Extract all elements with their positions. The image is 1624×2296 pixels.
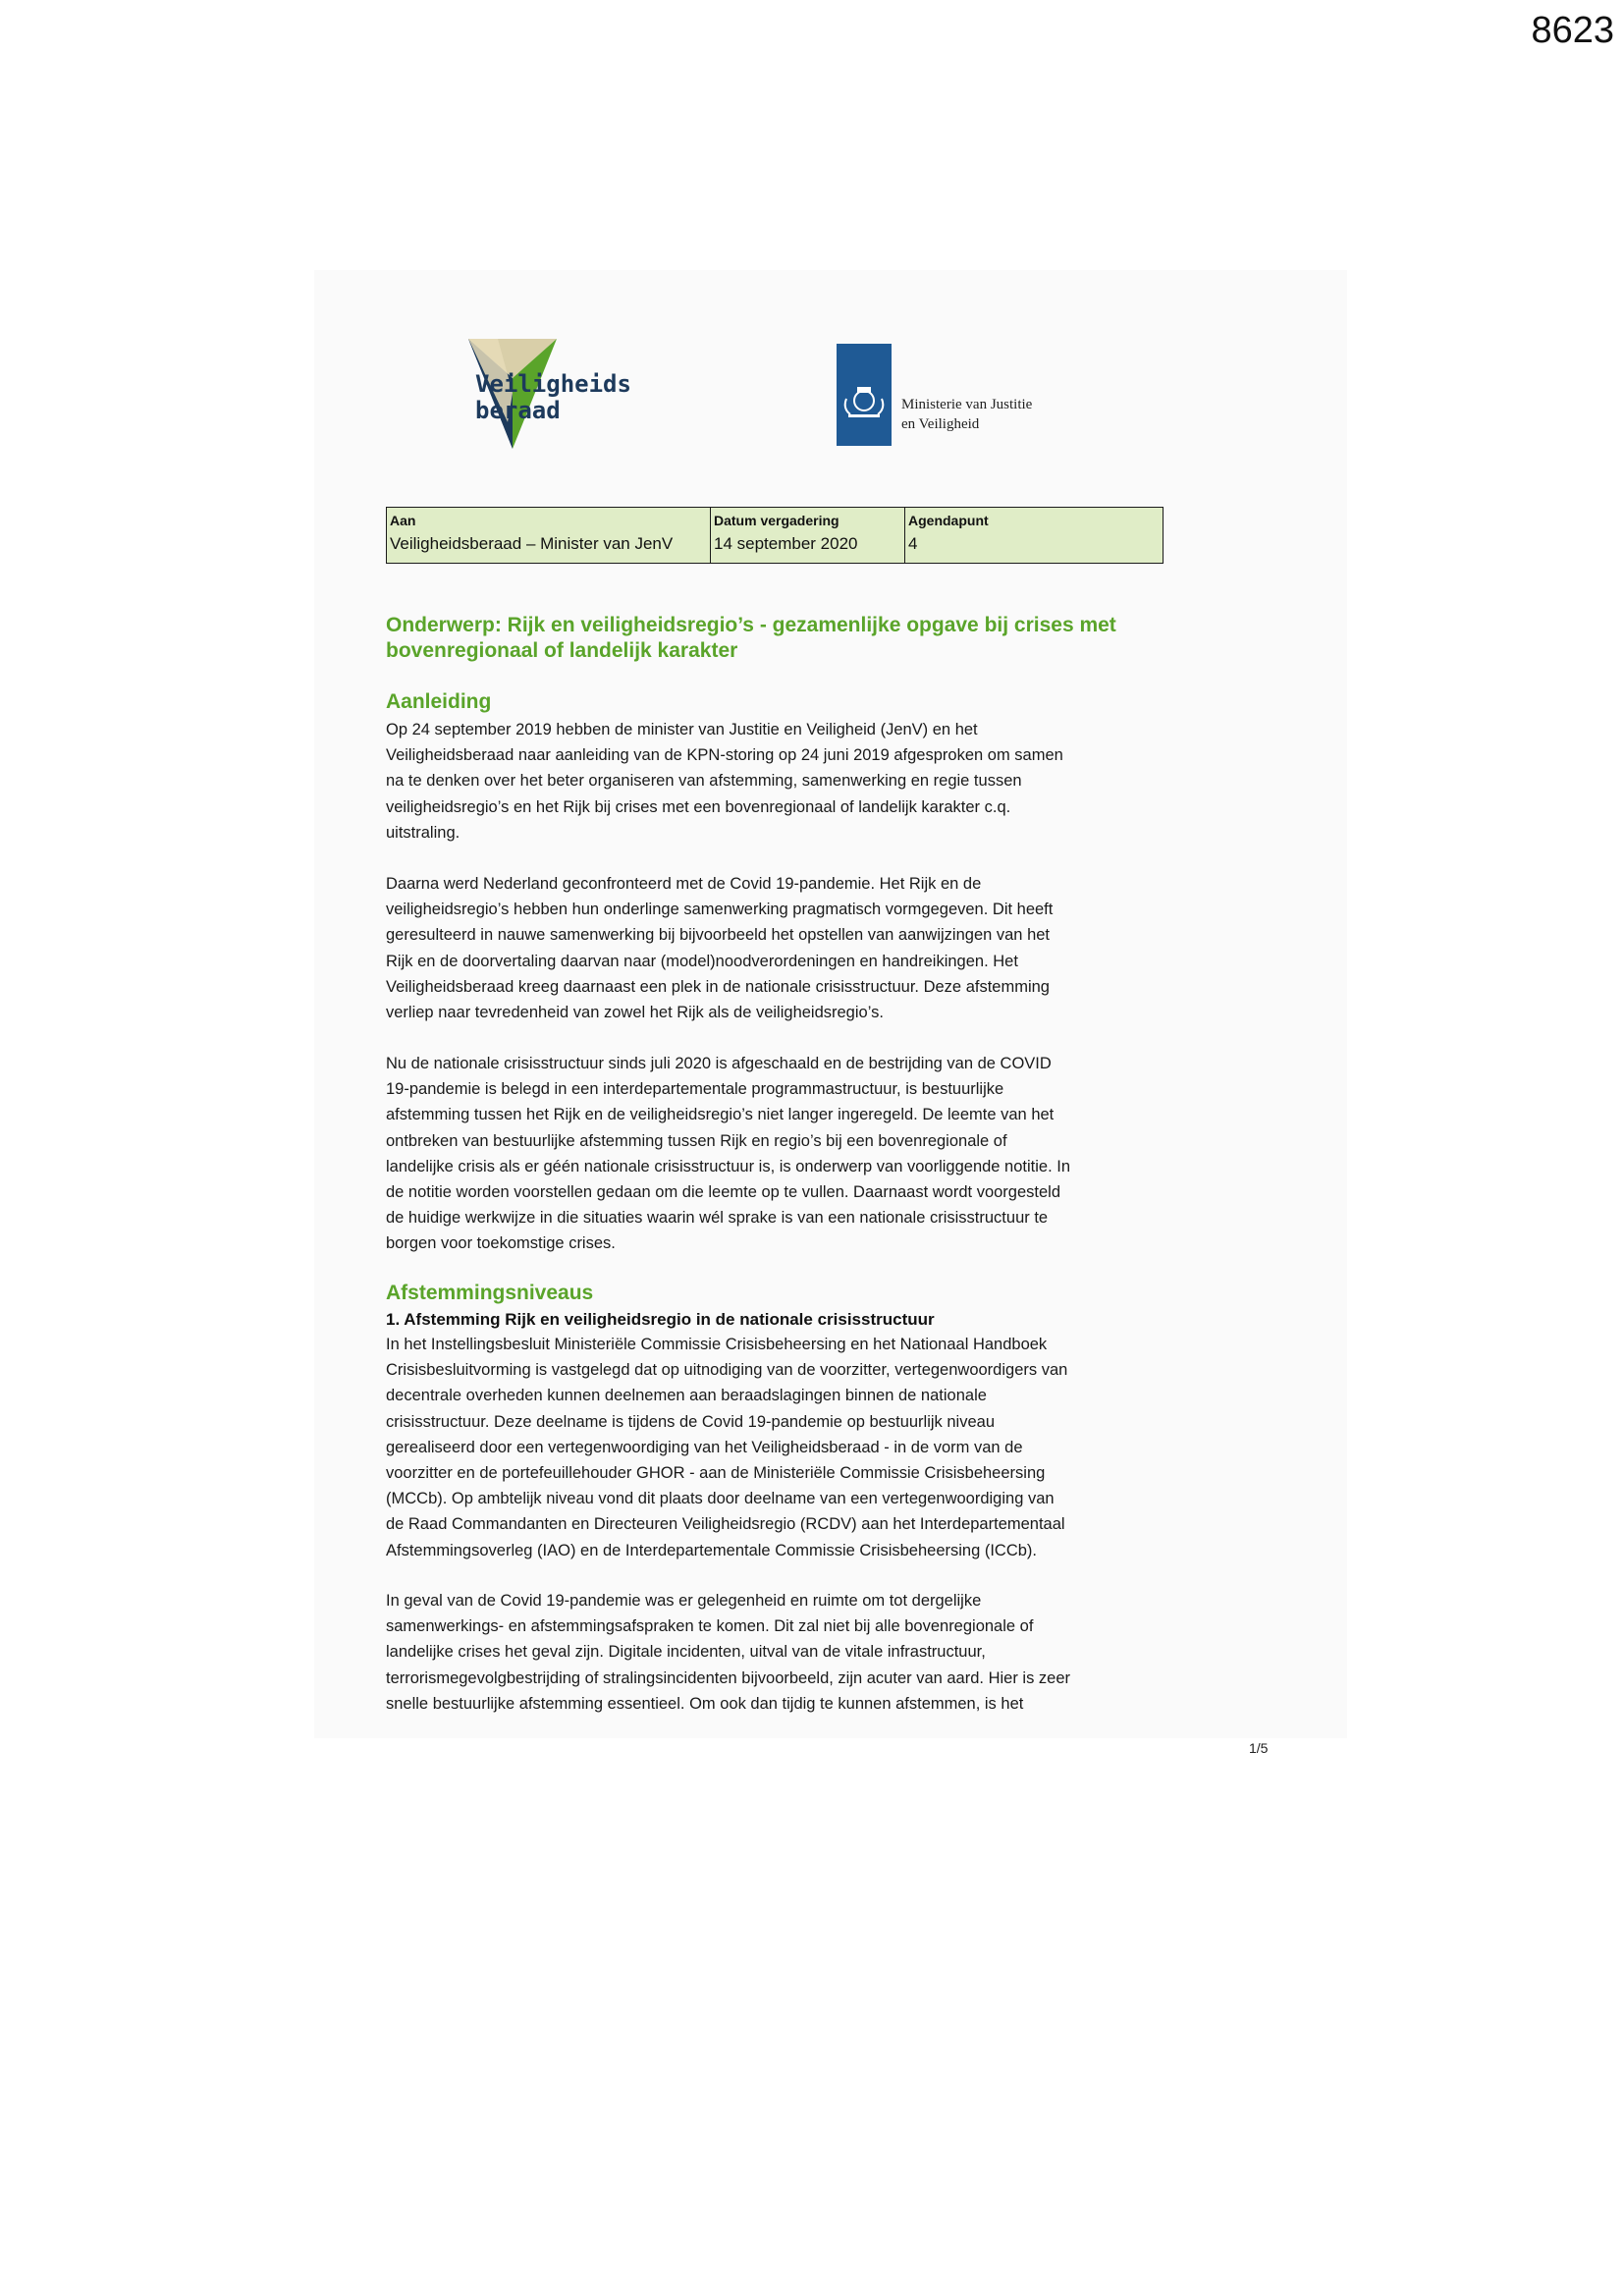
header-aan: Aan <box>390 513 416 528</box>
vb-word-2: beraad <box>475 397 561 424</box>
vb-word-1: Veiligheids <box>475 370 631 398</box>
value-aan: Veiligheidsberaad – Minister van JenV <box>390 534 674 553</box>
header-datum: Datum vergadering <box>714 513 839 528</box>
paragraph-afstemming-1: In het Instellingsbesluit Ministeriële Commissie Crisisbeheersing en het Nationaal Handboek Crisisbesluitvorming is vastgelegd dat op uitnodiging van de voorzitter, vertegenwoordigers van decentrale overheden kunnen deelnemen aan beraadslagingen binnen de nationale crisisstructuur. Deze deelname is tijdens de Covid 19-pandemie op bestuurlijk niveau gerealiseerd door een vertegenwoordiging van het Veiligheidsberaad - in de vorm van de voorzitter en de portefeuillehouder GHOR - aan de Ministeriële Commissie Crisisbeheersing (MCCb). Op ambtelijk niveau vond dit plaats door deelname van een vertegenwoordiging van de Raad Commandanten en Directeuren Veiligheidsregio (RCDV) aan het Interdepartementaal Afstemmingsoverleg (IAO) en de Interdepartementale Commissie Crisisbeheersing (ICCb). <box>386 1336 1068 1559</box>
heading-afstemmingsniveaus: Afstemmingsniveaus <box>386 1282 594 1304</box>
ministry-name <box>901 395 1032 434</box>
page-number: 8623 <box>1531 10 1614 51</box>
header-agendapunt: Agendapunt <box>908 513 989 528</box>
paragraph-afstemming-2: In geval van de Covid 19-pandemie was er gelegenheid en ruimte om tot dergelijke samenwerkings- en afstemmingsafspraken te komen. Dit zal niet bij alle bovenregionale of landelijke crises het geval zijn. Digitale incidenten, uitval van de vitale infrastructuur, terrorismegevolgbestrijding of stralingsincidenten bijvoorbeeld, zijn acuter van aard. Hier is zeer snelle bestuurlijke afstemming essentieel. Om ook dan tijdig te kunnen afstemmen, is het <box>386 1592 1071 1713</box>
ministry-logo <box>837 344 892 446</box>
paragraph-aanleiding-2: Daarna werd Nederland geconfronteerd met de Covid 19-pandemie. Het Rijk en de veiligheidsregio’s hebben hun onderlinge samenwerking pragmatisch vormgegeven. Dit heeft geresulteerd in nauwe samenwerking bij bijvoorbeeld het opstellen van aanwijzingen van het Rijk en de doorvertaling daarvan naar (model)noodverordeningen en handreikingen. Het Veiligheidsberaad kreeg daarnaast een plek in de nationale crisisstructuur. Deze afstemming verliep naar tevredenheid van zowel het Rijk als de veiligheidsregio’s. <box>386 875 1054 1022</box>
meeting-info-table <box>386 507 1164 564</box>
paragraph-aanleiding-1: Op 24 september 2019 hebben de minister van Justitie en Veiligheid (JenV) en het Veiligheidsberaad naar aanleiding van de KPN-storing op 24 juni 2019 afgesproken om samen na te denken over het beter organiseren van afstemming, samenwerking en regie tussen veiligheidsregio’s en het Rijk bij crises met een bovenregionaal of landelijk karakter c.q. uitstraling. <box>386 721 1063 842</box>
paragraph-aanleiding-3: Nu de nationale crisisstructuur sinds juli 2020 is afgeschaald en de bestrijding van de COVID 19-pandemie is belegd in een interdepartementale programmastructuur, is bestuurlijke afstemming tussen het Rijk en de veiligheidsregio’s niet langer ingeregeld. De leemte van het ontbreken van bestuurlijke afstemming tussen Rijk en regio’s bij een bovenregionale of landelijke crisis als er géén nationale crisisstructuur is, is onderwerp van voorliggende notitie. In de notitie worden voorstellen gedaan om die leemte op te vullen. Daarnaast wordt voorgesteld de huidige werkwijze in die situaties waarin wél sprake is van een nationale crisisstructuur te borgen voor toekomstige crises. <box>386 1055 1071 1253</box>
value-agendapunt: 4 <box>908 534 918 553</box>
subheading-afstemming-1: 1. Afstemming Rijk en veiligheidsregio in de nationale crisisstructuur <box>386 1310 935 1329</box>
ministry-line-2: en Veiligheid <box>901 416 980 432</box>
coat-of-arms-icon <box>837 344 892 446</box>
cell-aan <box>387 508 711 563</box>
page-footer-number: 1/5 <box>1249 1740 1269 1756</box>
veiligheidsberaad-wordmark <box>475 371 631 424</box>
heading-aanleiding: Aanleiding <box>386 690 492 713</box>
cell-agendapunt <box>905 508 1163 563</box>
cell-datum <box>711 508 905 563</box>
value-datum: 14 september 2020 <box>714 534 858 553</box>
subject-heading: Onderwerp: Rijk en veiligheidsregio’s - gezamenlijke opgave bij crises met bovenregionaal of landelijk karakter <box>386 614 1116 662</box>
ministry-line-1: Ministerie van Justitie <box>901 397 1033 412</box>
